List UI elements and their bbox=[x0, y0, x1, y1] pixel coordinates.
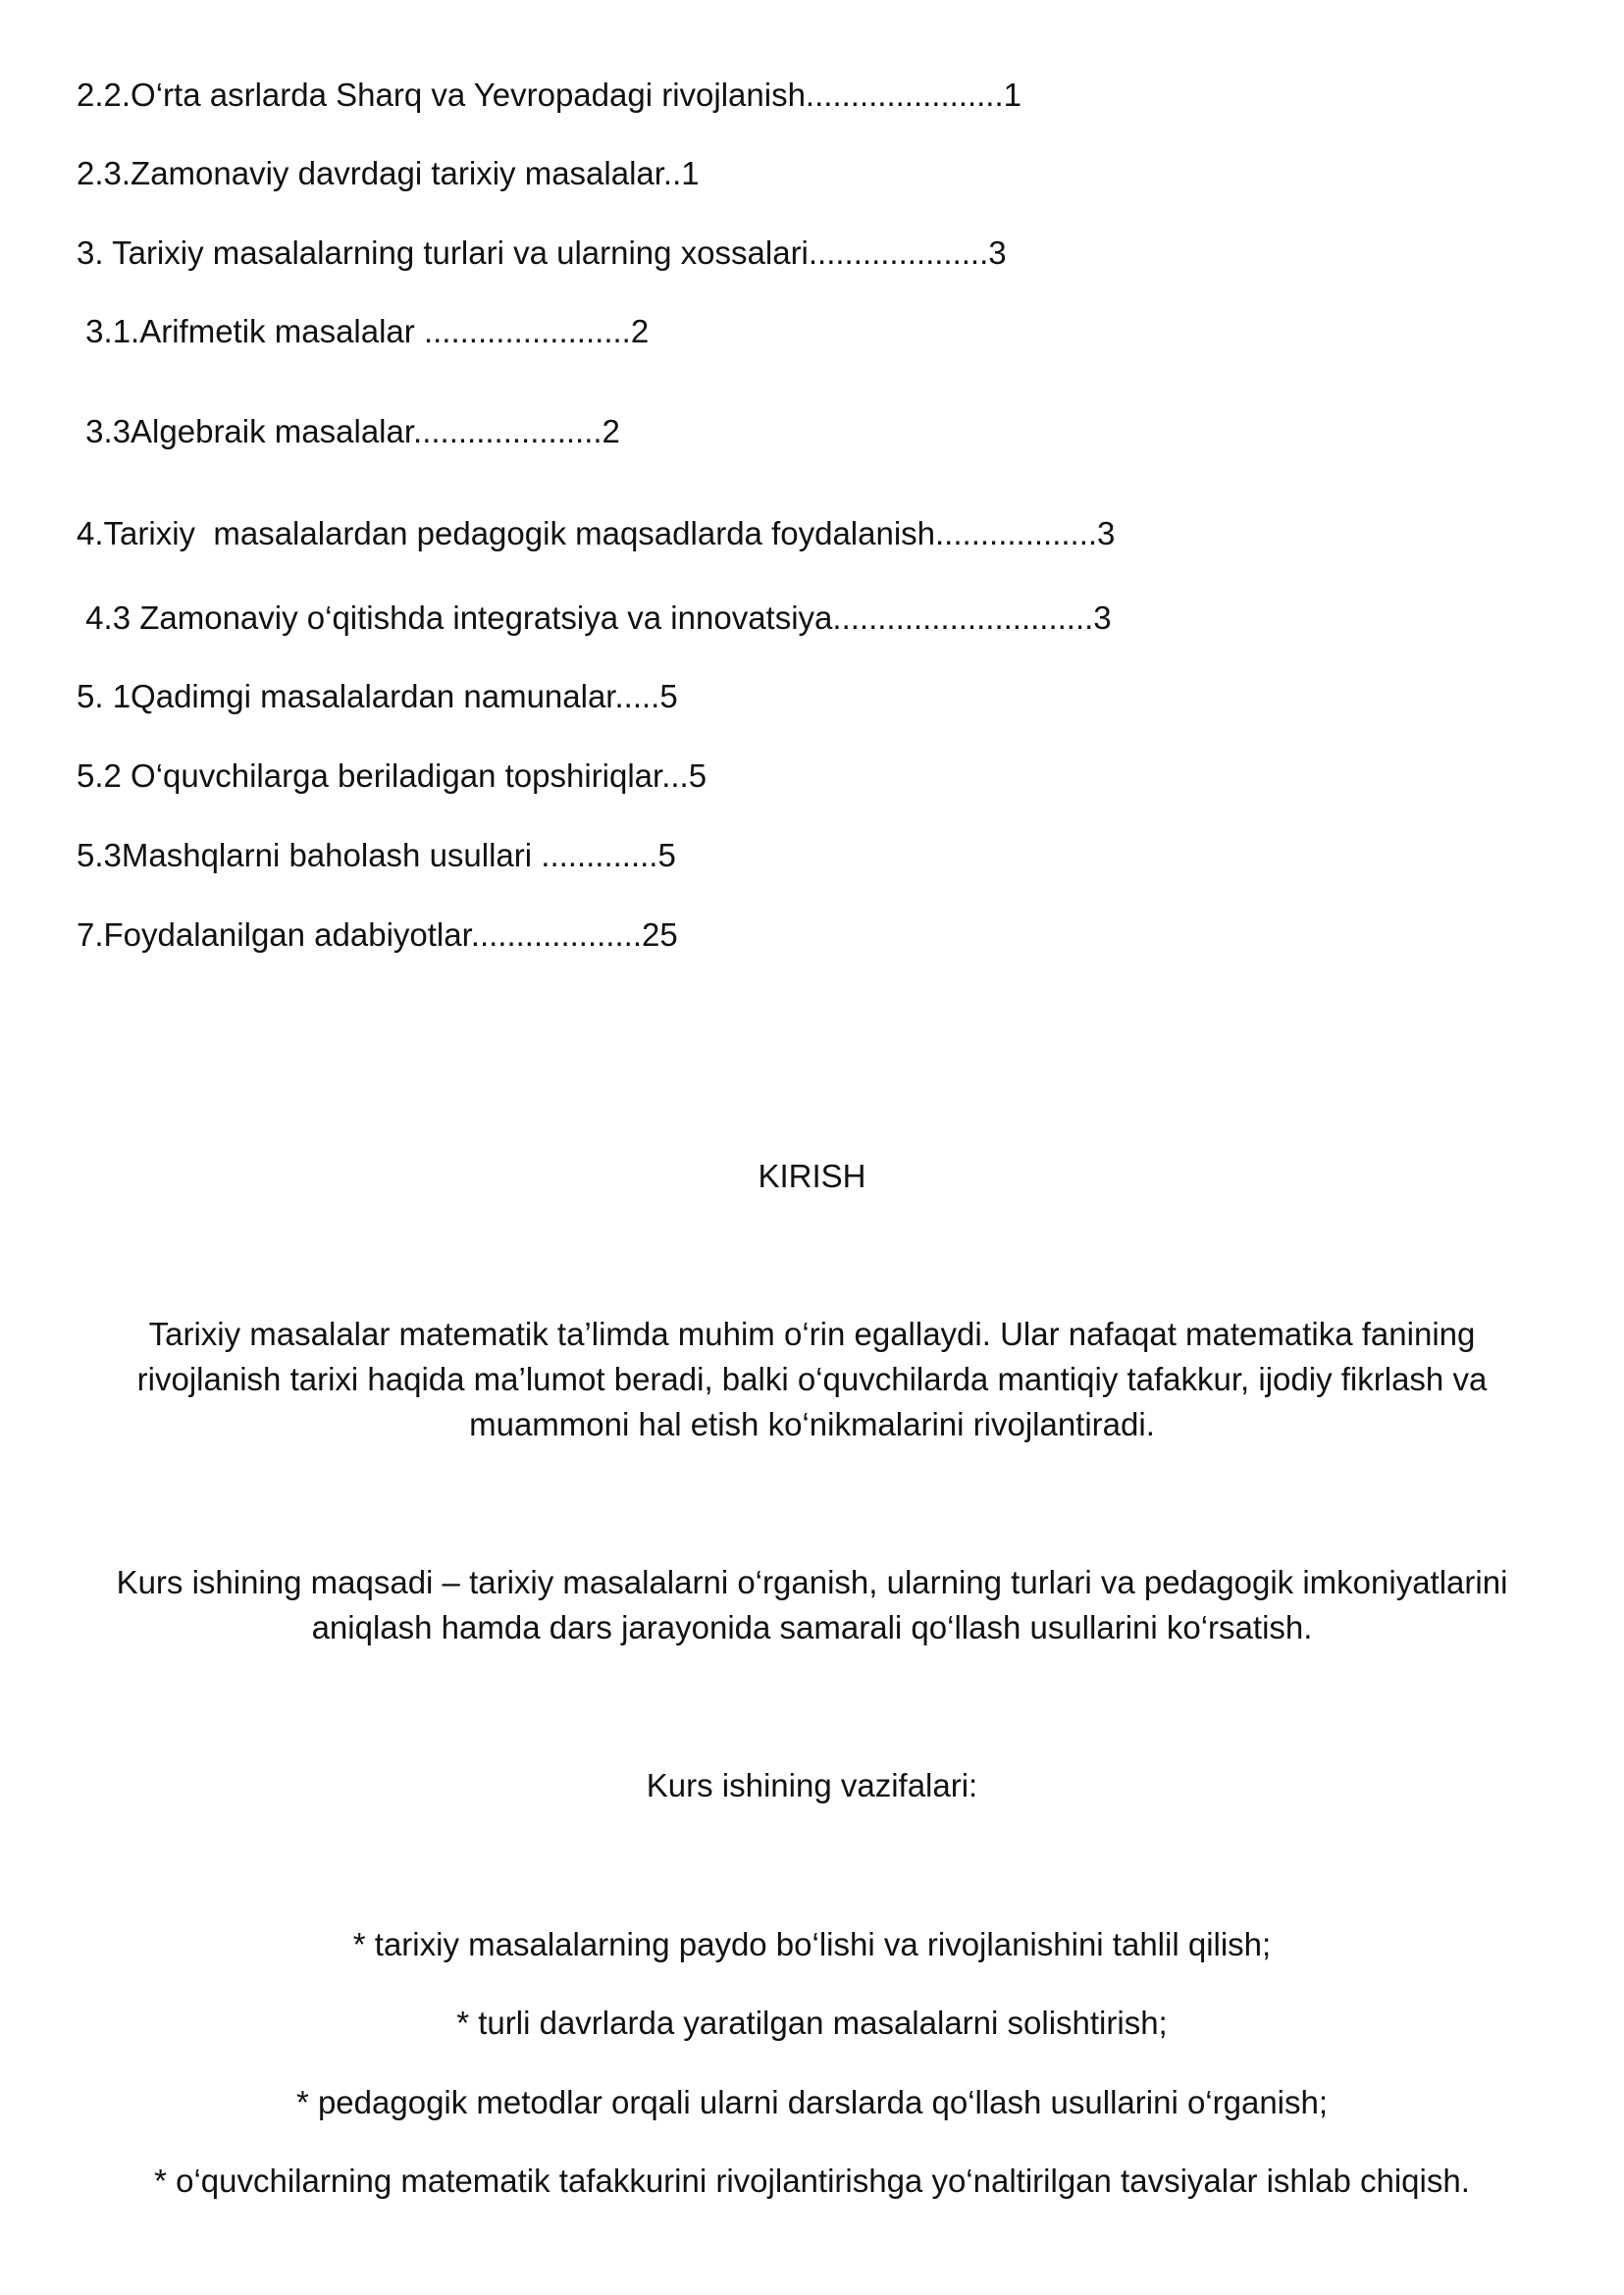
intro-paragraph-1: Tarixiy masalalar matematik ta’limda muhim o‘rin egallaydi. Ular nafaqat matematika fanining rivojlanish tarixi haqida ma’lumot beradi, balki o‘quvchilarda mantiqiy tafakkur, ijodiy fikrlash va muammoni hal etish ko‘nikmalarini rivojlantiradi. bbox=[136, 1316, 1488, 1442]
task-item: * turli davrlarda yaratilgan masalalarni solishtirish; bbox=[456, 2005, 1168, 2041]
toc-entry-3: 3. Tarixiy masalalarning turlari va ularning xossalari....................3 bbox=[77, 235, 1007, 271]
toc-entry-7: 7.Foydalanilgan adabiyotlar...................25 bbox=[77, 916, 678, 953]
tasks-heading: Kurs ishining vazifalari: bbox=[646, 1767, 978, 1803]
toc-entry-5-3: 5.3Mashqlarni baholash usullari .............5 bbox=[77, 837, 676, 873]
toc-entry-2-2: 2.2.O‘rta asrlarda Sharq va Yevropadagi rivojlanish......................1 bbox=[77, 77, 1022, 113]
toc-entry-3-3: 3.3Algebraik masalalar.....................2 bbox=[77, 413, 620, 449]
toc-entry-4: 4.Tarixiy masalalardan pedagogik maqsadlarda foydalanish..................3 bbox=[77, 515, 1116, 551]
toc-entry-5-2: 5.2 O‘quvchilarga beriladigan topshiriqlar...5 bbox=[77, 757, 707, 794]
task-item: * o‘quvchilarning matematik tafakkurini rivojlantirishga yo‘naltirilgan tavsiyalar ishlab chiqish. bbox=[154, 2163, 1470, 2199]
toc-entry-3-1: 3.1.Arifmetik masalalar .......................2 bbox=[77, 313, 650, 349]
toc-entry-2-3: 2.3.Zamonaviy davrdagi tarixiy masalalar..1 bbox=[77, 155, 700, 191]
intro-heading: KIRISH bbox=[758, 1158, 866, 1194]
intro-paragraph-2: Kurs ishining maqsadi – tarixiy masalalarni o‘rganish, ularning turlari va pedagogik imkoniyatlarini aniqlash hamda dars jarayonida samarali qo‘llash usullarini ko‘rsatish. bbox=[116, 1564, 1508, 1645]
task-item: * tarixiy masalalarning paydo bo‘lishi va rivojlanishini tahlil qilish; bbox=[352, 1926, 1272, 1962]
toc-entry-4-3: 4.3 Zamonaviy o‘qitishda integratsiya va innovatsiya.............................3 bbox=[77, 600, 1112, 636]
task-item: * pedagogik metodlar orqali ularni darslarda qo‘llash usullarini o‘rganish; bbox=[295, 2084, 1329, 2120]
toc-entry-5-1: 5. 1Qadimgi masalalardan namunalar.....5 bbox=[77, 678, 678, 714]
